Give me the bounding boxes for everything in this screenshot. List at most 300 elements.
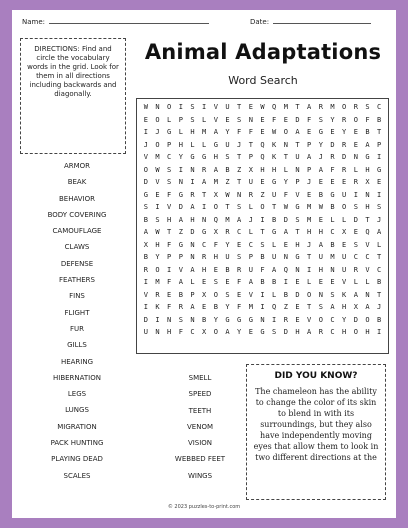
grid-letter[interactable]: A	[143, 228, 148, 237]
grid-letter[interactable]: F	[307, 115, 312, 124]
grid-letter[interactable]: W	[318, 203, 323, 212]
grid-letter[interactable]: B	[377, 315, 382, 324]
grid-letter[interactable]: Q	[283, 265, 288, 274]
grid-letter[interactable]: M	[307, 215, 312, 224]
grid-letter[interactable]: R	[342, 165, 347, 174]
grid-letter[interactable]: I	[272, 315, 277, 324]
grid-letter[interactable]: E	[318, 178, 323, 187]
grid-letter[interactable]: O	[213, 290, 218, 299]
grid-letter[interactable]: Y	[225, 240, 230, 249]
grid-letter[interactable]: S	[365, 103, 370, 112]
grid-letter[interactable]: I	[167, 265, 172, 274]
grid-letter[interactable]: Y	[342, 128, 347, 137]
grid-letter[interactable]: E	[260, 128, 265, 137]
grid-letter[interactable]: E	[342, 240, 347, 249]
grid-letter[interactable]: E	[307, 190, 312, 199]
grid-letter[interactable]: R	[202, 253, 207, 262]
grid-letter[interactable]: R	[143, 265, 148, 274]
grid-letter[interactable]: A	[248, 278, 253, 287]
grid-letter[interactable]: F	[237, 128, 242, 137]
grid-letter[interactable]: V	[307, 315, 312, 324]
grid-letter[interactable]: B	[377, 278, 382, 287]
grid-letter[interactable]: G	[202, 228, 207, 237]
grid-letter[interactable]: H	[190, 128, 195, 137]
grid-letter[interactable]: B	[365, 128, 370, 137]
grid-letter[interactable]: V	[213, 103, 218, 112]
grid-letter[interactable]: R	[225, 228, 230, 237]
grid-letter[interactable]: N	[283, 253, 288, 262]
grid-letter[interactable]: N	[237, 190, 242, 199]
grid-letter[interactable]: I	[202, 203, 207, 212]
grid-letter[interactable]: B	[272, 215, 277, 224]
grid-letter[interactable]: G	[248, 315, 253, 324]
grid-letter[interactable]: I	[283, 278, 288, 287]
grid-letter[interactable]: N	[330, 265, 335, 274]
grid-letter[interactable]: N	[260, 315, 265, 324]
grid-letter[interactable]: C	[237, 228, 242, 237]
grid-letter[interactable]: H	[365, 328, 370, 337]
grid-letter[interactable]: O	[353, 115, 358, 124]
grid-letter[interactable]: T	[365, 215, 370, 224]
grid-letter[interactable]: A	[225, 328, 230, 337]
grid-letter[interactable]: C	[202, 240, 207, 249]
grid-letter[interactable]: F	[272, 115, 277, 124]
grid-letter[interactable]: N	[190, 165, 195, 174]
grid-letter[interactable]: A	[178, 278, 183, 287]
grid-letter[interactable]: C	[377, 265, 382, 274]
grid-letter[interactable]: Z	[237, 165, 242, 174]
grid-letter[interactable]: L	[272, 240, 277, 249]
grid-letter[interactable]: N	[248, 115, 253, 124]
grid-letter[interactable]: G	[190, 153, 195, 162]
grid-letter[interactable]: E	[353, 228, 358, 237]
grid-letter[interactable]: H	[365, 203, 370, 212]
grid-letter[interactable]: S	[178, 315, 183, 324]
grid-letter[interactable]: P	[167, 140, 172, 149]
grid-letter[interactable]: W	[143, 103, 148, 112]
grid-letter[interactable]: E	[283, 240, 288, 249]
grid-letter[interactable]: R	[190, 190, 195, 199]
grid-letter[interactable]: I	[178, 103, 183, 112]
grid-letter[interactable]: T	[377, 253, 382, 262]
grid-letter[interactable]: G	[143, 190, 148, 199]
grid-letter[interactable]: S	[237, 203, 242, 212]
grid-letter[interactable]: U	[248, 265, 253, 274]
grid-letter[interactable]: X	[202, 328, 207, 337]
grid-letter[interactable]: T	[237, 103, 242, 112]
grid-letter[interactable]: S	[318, 303, 323, 312]
grid-letter[interactable]: E	[283, 115, 288, 124]
grid-letter[interactable]: E	[248, 103, 253, 112]
grid-letter[interactable]: Q	[213, 215, 218, 224]
grid-letter[interactable]: V	[155, 178, 160, 187]
grid-letter[interactable]: S	[272, 328, 277, 337]
grid-letter[interactable]: T	[377, 290, 382, 299]
grid-letter[interactable]: S	[237, 115, 242, 124]
date-field[interactable]	[250, 18, 371, 26]
grid-letter[interactable]: M	[213, 178, 218, 187]
grid-letter[interactable]: I	[143, 128, 148, 137]
grid-letter[interactable]: U	[225, 103, 230, 112]
grid-letter[interactable]: V	[365, 240, 370, 249]
grid-letter[interactable]: C	[365, 253, 370, 262]
grid-letter[interactable]: H	[167, 328, 172, 337]
grid-letter[interactable]: W	[272, 128, 277, 137]
grid-letter[interactable]: L	[202, 115, 207, 124]
grid-letter[interactable]: E	[155, 190, 160, 199]
grid-letter[interactable]: X	[248, 165, 253, 174]
grid-letter[interactable]: T	[237, 178, 242, 187]
grid-letter[interactable]: F	[167, 190, 172, 199]
grid-letter[interactable]: Y	[225, 128, 230, 137]
grid-letter[interactable]: A	[307, 153, 312, 162]
grid-letter[interactable]: E	[260, 178, 265, 187]
grid-letter[interactable]: R	[178, 303, 183, 312]
grid-letter[interactable]: I	[377, 190, 382, 199]
grid-letter[interactable]: K	[272, 140, 277, 149]
grid-letter[interactable]: M	[330, 103, 335, 112]
grid-letter[interactable]: R	[202, 165, 207, 174]
grid-letter[interactable]: J	[143, 140, 148, 149]
grid-letter[interactable]: F	[178, 328, 183, 337]
grid-letter[interactable]: W	[260, 103, 265, 112]
grid-letter[interactable]: W	[283, 203, 288, 212]
grid-letter[interactable]: V	[167, 203, 172, 212]
grid-letter[interactable]: I	[143, 303, 148, 312]
grid-letter[interactable]: B	[225, 165, 230, 174]
grid-letter[interactable]: B	[202, 315, 207, 324]
grid-letter[interactable]: S	[318, 115, 323, 124]
grid-letter[interactable]: H	[155, 240, 160, 249]
grid-letter[interactable]: U	[272, 190, 277, 199]
grid-letter[interactable]: I	[155, 315, 160, 324]
grid-letter[interactable]: S	[143, 203, 148, 212]
grid-letter[interactable]: N	[178, 178, 183, 187]
grid-letter[interactable]: S	[225, 290, 230, 299]
grid-letter[interactable]: V	[342, 278, 347, 287]
grid-letter[interactable]: E	[318, 278, 323, 287]
grid-letter[interactable]: S	[190, 115, 195, 124]
grid-letter[interactable]: H	[307, 228, 312, 237]
grid-letter[interactable]: G	[272, 178, 277, 187]
grid-letter[interactable]: A	[272, 265, 277, 274]
grid-letter[interactable]: A	[307, 103, 312, 112]
grid-letter[interactable]: R	[283, 315, 288, 324]
grid-letter[interactable]: Q	[260, 153, 265, 162]
grid-letter[interactable]: T	[260, 228, 265, 237]
grid-letter[interactable]: O	[155, 140, 160, 149]
grid-letter[interactable]: Q	[272, 303, 277, 312]
grid-letter[interactable]: G	[377, 165, 382, 174]
grid-letter[interactable]: I	[155, 203, 160, 212]
grid-letter[interactable]: P	[190, 290, 195, 299]
grid-letter[interactable]: P	[248, 153, 253, 162]
grid-letter[interactable]: L	[283, 165, 288, 174]
grid-letter[interactable]: E	[295, 303, 300, 312]
grid-letter[interactable]: E	[237, 240, 242, 249]
grid-letter[interactable]: B	[225, 265, 230, 274]
grid-letter[interactable]: B	[143, 253, 148, 262]
grid-letter[interactable]: G	[178, 240, 183, 249]
grid-letter[interactable]: G	[318, 128, 323, 137]
grid-letter[interactable]: B	[283, 290, 288, 299]
grid-letter[interactable]: P	[307, 165, 312, 174]
grid-letter[interactable]: Y	[330, 115, 335, 124]
grid-letter[interactable]: R	[248, 190, 253, 199]
grid-letter[interactable]: G	[167, 128, 172, 137]
grid-letter[interactable]: O	[307, 290, 312, 299]
grid-letter[interactable]: E	[225, 278, 230, 287]
grid-letter[interactable]: A	[283, 228, 288, 237]
grid-letter[interactable]: O	[213, 203, 218, 212]
grid-letter[interactable]: E	[143, 115, 148, 124]
grid-letter[interactable]: N	[365, 190, 370, 199]
grid-letter[interactable]: Y	[342, 315, 347, 324]
grid-letter[interactable]: A	[365, 140, 370, 149]
grid-letter[interactable]: A	[190, 303, 195, 312]
grid-letter[interactable]: F	[365, 115, 370, 124]
grid-letter[interactable]: U	[342, 265, 347, 274]
grid-letter[interactable]: L	[167, 115, 172, 124]
grid-letter[interactable]: R	[330, 153, 335, 162]
grid-letter[interactable]: M	[330, 253, 335, 262]
grid-letter[interactable]: E	[213, 265, 218, 274]
grid-letter[interactable]: I	[190, 178, 195, 187]
grid-letter[interactable]: C	[167, 153, 172, 162]
grid-letter[interactable]: O	[342, 103, 347, 112]
grid-letter[interactable]: A	[318, 240, 323, 249]
grid-letter[interactable]: B	[213, 303, 218, 312]
grid-letter[interactable]: U	[342, 190, 347, 199]
grid-letter[interactable]: T	[167, 228, 172, 237]
grid-letter[interactable]: O	[353, 328, 358, 337]
grid-letter[interactable]: A	[295, 128, 300, 137]
grid-letter[interactable]: B	[178, 290, 183, 299]
grid-letter[interactable]: F	[260, 265, 265, 274]
grid-letter[interactable]: Z	[178, 228, 183, 237]
grid-letter[interactable]: N	[190, 253, 195, 262]
grid-letter[interactable]: E	[342, 178, 347, 187]
grid-letter[interactable]: Y	[318, 140, 323, 149]
grid-letter[interactable]: H	[178, 140, 183, 149]
grid-letter[interactable]: C	[330, 328, 335, 337]
grid-letter[interactable]: U	[295, 153, 300, 162]
grid-letter[interactable]: F	[248, 128, 253, 137]
grid-letter[interactable]: L	[330, 215, 335, 224]
grid-letter[interactable]: X	[353, 303, 358, 312]
grid-letter[interactable]: A	[365, 303, 370, 312]
grid-letter[interactable]: G	[202, 153, 207, 162]
grid-letter[interactable]: G	[178, 190, 183, 199]
grid-letter[interactable]: R	[318, 328, 323, 337]
grid-letter[interactable]: F	[330, 165, 335, 174]
grid-letter[interactable]: R	[353, 265, 358, 274]
grid-letter[interactable]: V	[143, 290, 148, 299]
grid-letter[interactable]: S	[213, 278, 218, 287]
grid-letter[interactable]: O	[155, 265, 160, 274]
grid-letter[interactable]: F	[237, 303, 242, 312]
grid-letter[interactable]: G	[365, 153, 370, 162]
grid-letter[interactable]: I	[260, 290, 265, 299]
grid-letter[interactable]: W	[155, 228, 160, 237]
grid-letter[interactable]: H	[295, 328, 300, 337]
grid-letter[interactable]: N	[202, 215, 207, 224]
grid-letter[interactable]: D	[283, 328, 288, 337]
grid-letter[interactable]: N	[353, 153, 358, 162]
grid-letter[interactable]: I	[377, 328, 382, 337]
grid-letter[interactable]: T	[225, 203, 230, 212]
grid-letter[interactable]: I	[260, 215, 265, 224]
grid-letter[interactable]: P	[307, 140, 312, 149]
grid-letter[interactable]: A	[178, 215, 183, 224]
grid-letter[interactable]: T	[377, 128, 382, 137]
grid-letter[interactable]: S	[353, 240, 358, 249]
grid-letter[interactable]: L	[190, 140, 195, 149]
grid-letter[interactable]: A	[213, 165, 218, 174]
grid-letter[interactable]: T	[307, 303, 312, 312]
grid-letter[interactable]: T	[307, 253, 312, 262]
grid-letter[interactable]: R	[155, 290, 160, 299]
grid-letter[interactable]: Y	[225, 303, 230, 312]
grid-letter[interactable]: L	[365, 278, 370, 287]
grid-letter[interactable]: O	[318, 315, 323, 324]
grid-letter[interactable]: V	[213, 115, 218, 124]
grid-letter[interactable]: N	[295, 165, 300, 174]
grid-letter[interactable]: N	[295, 265, 300, 274]
grid-letter[interactable]: M	[155, 278, 160, 287]
grid-letter[interactable]: I	[260, 303, 265, 312]
grid-letter[interactable]: U	[272, 253, 277, 262]
grid-letter[interactable]: D	[190, 228, 195, 237]
grid-letter[interactable]: H	[167, 215, 172, 224]
grid-letter[interactable]: D	[283, 215, 288, 224]
grid-letter[interactable]: T	[237, 153, 242, 162]
grid-letter[interactable]: B	[377, 115, 382, 124]
grid-letter[interactable]: H	[342, 303, 347, 312]
grid-letter[interactable]: S	[260, 240, 265, 249]
grid-letter[interactable]: C	[330, 228, 335, 237]
grid-letter[interactable]: F	[283, 190, 288, 199]
grid-letter[interactable]: P	[178, 115, 183, 124]
grid-letter[interactable]: M	[225, 215, 230, 224]
grid-letter[interactable]: X	[213, 190, 218, 199]
grid-letter[interactable]: L	[248, 228, 253, 237]
grid-letter[interactable]: O	[283, 128, 288, 137]
grid-letter[interactable]: J	[318, 153, 323, 162]
grid-letter[interactable]: I	[307, 265, 312, 274]
grid-letter[interactable]: J	[307, 240, 312, 249]
grid-letter[interactable]: G	[272, 228, 277, 237]
grid-letter[interactable]: N	[283, 140, 288, 149]
grid-letter[interactable]: J	[248, 215, 253, 224]
grid-letter[interactable]: V	[248, 290, 253, 299]
grid-letter[interactable]: E	[248, 328, 253, 337]
grid-letter[interactable]: V	[365, 265, 370, 274]
grid-letter[interactable]: U	[225, 253, 230, 262]
grid-letter[interactable]: D	[295, 290, 300, 299]
grid-letter[interactable]: E	[318, 215, 323, 224]
grid-letter[interactable]: C	[377, 103, 382, 112]
grid-letter[interactable]: L	[353, 165, 358, 174]
grid-letter[interactable]: L	[272, 290, 277, 299]
grid-letter[interactable]: E	[202, 303, 207, 312]
grid-letter[interactable]: F	[237, 278, 242, 287]
grid-letter[interactable]: N	[155, 328, 160, 337]
grid-letter[interactable]: E	[295, 315, 300, 324]
grid-letter[interactable]: E	[377, 178, 382, 187]
grid-letter[interactable]: N	[318, 290, 323, 299]
grid-letter[interactable]: R	[353, 178, 358, 187]
word-search-grid[interactable]	[136, 98, 389, 354]
grid-letter[interactable]: O	[260, 203, 265, 212]
grid-letter[interactable]: A	[202, 178, 207, 187]
grid-letter[interactable]: C	[190, 328, 195, 337]
grid-letter[interactable]: H	[202, 265, 207, 274]
grid-letter[interactable]: B	[272, 278, 277, 287]
grid-letter[interactable]: N	[167, 315, 172, 324]
grid-letter[interactable]: S	[190, 103, 195, 112]
grid-letter[interactable]: Z	[225, 178, 230, 187]
grid-letter[interactable]: A	[330, 303, 335, 312]
grid-letter[interactable]: U	[318, 253, 323, 262]
grid-letter[interactable]: H	[190, 215, 195, 224]
grid-letter[interactable]: A	[190, 265, 195, 274]
grid-letter[interactable]: V	[295, 190, 300, 199]
grid-letter[interactable]: H	[213, 253, 218, 262]
grid-letter[interactable]: Y	[178, 153, 183, 162]
grid-letter[interactable]: S	[167, 178, 172, 187]
grid-letter[interactable]: O	[167, 103, 172, 112]
grid-letter[interactable]: S	[330, 290, 335, 299]
grid-letter[interactable]: H	[295, 240, 300, 249]
grid-letter[interactable]: H	[213, 153, 218, 162]
grid-letter[interactable]: D	[143, 315, 148, 324]
grid-letter[interactable]: U	[342, 253, 347, 262]
grid-letter[interactable]: N	[155, 103, 160, 112]
grid-letter[interactable]: H	[318, 265, 323, 274]
grid-letter[interactable]: Y	[237, 328, 242, 337]
grid-letter[interactable]: B	[330, 240, 335, 249]
grid-letter[interactable]: D	[353, 315, 358, 324]
grid-letter[interactable]: L	[178, 128, 183, 137]
grid-letter[interactable]: O	[213, 328, 218, 337]
grid-letter[interactable]: B	[318, 190, 323, 199]
grid-letter[interactable]: P	[248, 253, 253, 262]
grid-letter[interactable]: A	[377, 228, 382, 237]
grid-letter[interactable]: B	[260, 253, 265, 262]
grid-letter[interactable]: E	[353, 128, 358, 137]
grid-letter[interactable]: A	[213, 128, 218, 137]
grid-letter[interactable]: M	[155, 153, 160, 162]
grid-letter[interactable]: T	[283, 153, 288, 162]
grid-letter[interactable]: G	[295, 253, 300, 262]
grid-letter[interactable]: G	[237, 315, 242, 324]
grid-letter[interactable]: G	[330, 190, 335, 199]
grid-letter[interactable]: D	[353, 215, 358, 224]
grid-letter[interactable]: S	[167, 165, 172, 174]
grid-letter[interactable]: D	[330, 140, 335, 149]
grid-letter[interactable]: C	[330, 315, 335, 324]
grid-letter[interactable]: Y	[283, 178, 288, 187]
grid-letter[interactable]: T	[295, 228, 300, 237]
grid-letter[interactable]: I	[377, 153, 382, 162]
grid-letter[interactable]: O	[143, 165, 148, 174]
grid-letter[interactable]: I	[353, 190, 358, 199]
grid-letter[interactable]: C	[353, 253, 358, 262]
grid-letter[interactable]: G	[260, 328, 265, 337]
grid-letter[interactable]: D	[342, 153, 347, 162]
grid-letter[interactable]: V	[178, 265, 183, 274]
